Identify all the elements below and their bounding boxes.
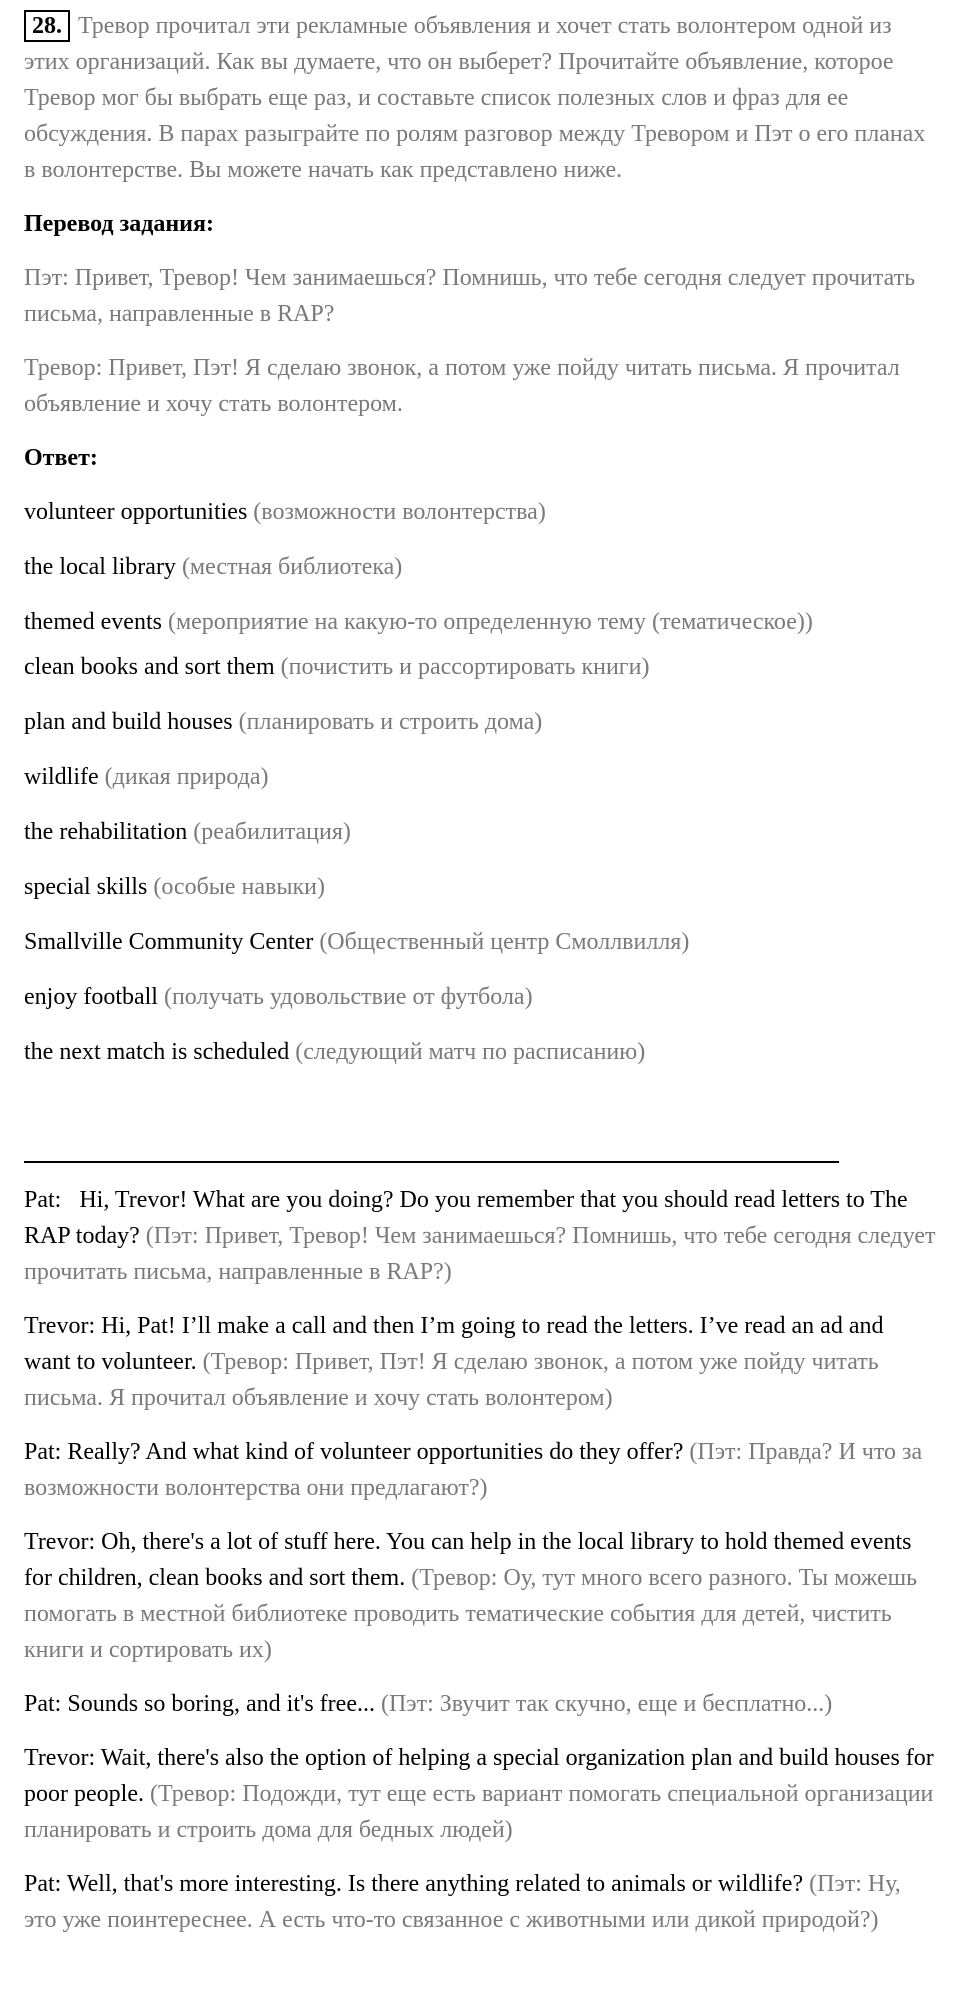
dialogue-line [24,1866,936,1938]
answer-heading: Ответ: [24,445,98,471]
dialogue-en: Well, that's more interesting. Is there anything related to animals or wildlife? [66,1871,804,1897]
vocab-item [24,704,936,740]
dialogue-ru: (Тревор: Подожди, тут еще есть вариант помогать специальной организации планировать и строить дома для бедных людей) [24,1781,934,1843]
vocab-en: themed events [24,609,162,635]
dialogue-ru: (Пэт: Звучит так скучно, еще и бесплатно...) [380,1691,833,1717]
vocab-en: Smallville Community Center [24,929,314,955]
task-text: Тревор прочитал эти рекламные объявления и хочет стать волонтером одной из этих организаций. Как вы думаете, что он выберет? Прочитайте объявление, которое Тревор мог бы выбрать еще раз, и составьте список полезных слов и фраз для ее обсуждения. В парах разыграйте по ролям разговор между Тревором и Пэт о его планах в волонтерстве. Вы можете начать как представлено ниже. [24,13,926,183]
vocab-ru: (реабилитация) [193,819,351,845]
vocab-en: the local library [24,554,176,580]
vocab-en: wildlife [24,764,99,790]
dialogue-en: Wait, there's also the option of helping a special organization plan and build houses for poor people. [24,1745,934,1807]
dialogue-en: Sounds so boring, and it's free... [67,1691,375,1717]
vocab-en: the next match is scheduled [24,1039,290,1065]
vocab-ru: (мероприятие на какую-то определенную тему (тематическое)) [167,609,813,635]
speaker-label: Pat: [24,1871,62,1897]
vocab-item [24,649,936,685]
vocab-ru: (следующий матч по расписанию) [295,1039,646,1065]
translation-line: Пэт: Привет, Тревор! Чем занимаешься? Помнишь, что тебе сегодня следует прочитать письма, направленные в RAP? [24,265,916,327]
vocab-en: clean books and sort them [24,654,275,680]
vocab-item [24,869,936,905]
speaker-label: Pat: [24,1187,62,1213]
task-paragraph [24,8,936,188]
dialogue-ru: (Тревор: Привет, Пэт! Я сделаю звонок, а потом уже пойду читать письма. Я прочитал объявление и хочу стать волонтером) [24,1349,879,1411]
dialogue-line [24,1308,936,1416]
speaker-label: Trevor: [24,1313,96,1339]
vocab-item [24,759,936,795]
vocab-ru: (особые навыки) [153,874,326,900]
vocab-ru: (почистить и рассортировать книги) [280,654,650,680]
vocab-en: volunteer opportunities [24,499,248,525]
vocab-item [24,604,936,640]
dialogue [24,1182,936,1938]
translation-line: Тревор: Привет, Пэт! Я сделаю звонок, а потом уже пойду читать письма. Я прочитал объявление и хочу стать волонтером. [24,355,900,417]
vocab-item [24,924,936,960]
dialogue-en: Oh, there's a lot of stuff here. You can help in the local library to hold themed events for children, clean books and sort them. [24,1529,912,1591]
dialogue-ru: (Пэт: Ну, это уже поинтереснее. А есть что-то связанное с животными или дикой природой?) [24,1871,901,1933]
document-page [24,8,936,1070]
vocab-en: the rehabilitation [24,819,188,845]
vocab-item [24,814,936,850]
vocab-item [24,1034,936,1070]
vocab-item [24,979,936,1015]
dialogue-en: Hi, Pat! I’ll make a call and then I’m going to read the letters. I’ve read an ad and want to volunteer. [24,1313,884,1375]
task-number: 28. [24,10,70,42]
vocab-ru: (дикая природа) [104,764,269,790]
dialogue-line [24,1740,936,1848]
vocab-en: special skills [24,874,148,900]
speaker-label: Pat: [24,1691,62,1717]
dialogue-ru: (Пэт: Привет, Тревор! Чем занимаешься? Помнишь, что тебе сегодня следует прочитать письма, направленные в RAP?) [24,1223,936,1285]
speaker-label: Trevor: [24,1745,96,1771]
speaker-label: Pat: [24,1439,62,1465]
vocab-item [24,494,936,530]
dialogue-ru: (Тревор: Оу, тут много всего разного. Ты можешь помогать в местной библиотеке проводить тематические события для детей, чистить книги и сортировать их) [24,1565,918,1663]
dialogue-line [24,1686,936,1722]
dialogue-line [24,1434,936,1506]
divider-rule [24,1161,839,1163]
dialogue-en: Hi, Trevor! What are you doing? Do you remember that you should read letters to The RAP today? [24,1187,908,1249]
vocab-item [24,549,936,585]
vocab-ru: (планировать и строить дома) [238,709,543,735]
dialogue-en: Really? And what kind of volunteer opportunities do they offer? [67,1439,684,1465]
vocab-ru: (местная библиотека) [181,554,403,580]
vocab-en: enjoy football [24,984,158,1010]
vocab-ru: (возможности волонтерства) [253,499,546,525]
vocab-list [24,494,936,1070]
translation-heading: Перевод задания: [24,211,214,237]
dialogue-line [24,1524,936,1668]
vocab-ru: (получать удовольствие от футбола) [163,984,533,1010]
speaker-label: Trevor: [24,1529,96,1555]
dialogue-line [24,1182,936,1290]
vocab-en: plan and build houses [24,709,233,735]
vocab-ru: (Общественный центр Смоллвилля) [319,929,690,955]
dialogue-ru: (Пэт: Правда? И что за возможности волонтерства они предлагают?) [24,1439,923,1501]
